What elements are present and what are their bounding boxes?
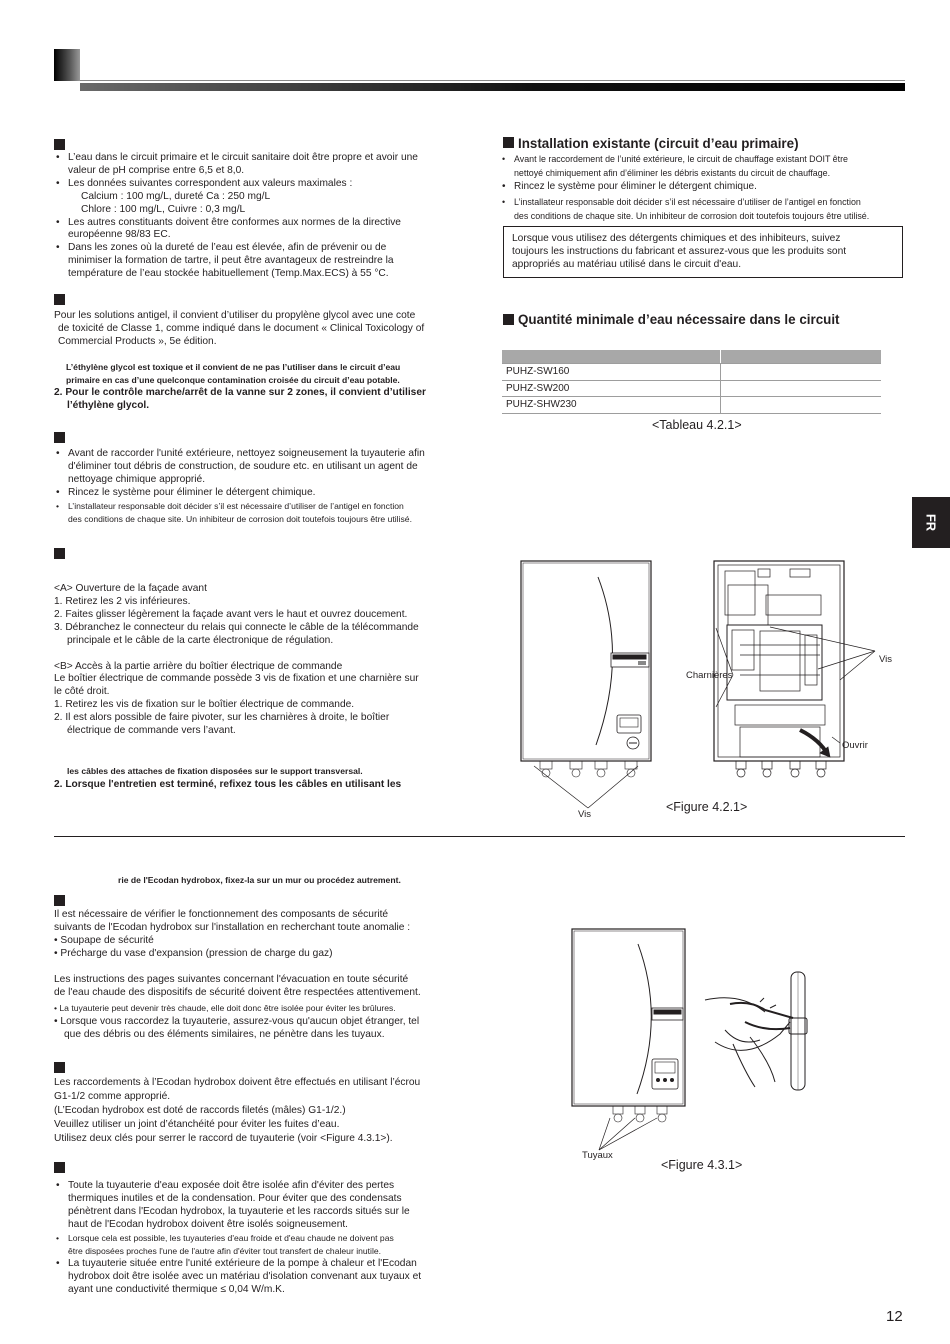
hydrobox-front-illustration xyxy=(521,561,651,808)
section-marker xyxy=(54,1162,65,1173)
insulation-list-2 xyxy=(54,1258,421,1297)
list-item: • L’installateur responsable doit décider s’il est nécessaire d’utiliser de l’antigel en fonction des conditions de chaque site. Un inhibiteur de corrosion doit toutefois toujours être utilisé. xyxy=(500,195,869,223)
label-tuyaux: Tuyaux xyxy=(582,1150,613,1161)
section-marker xyxy=(54,1062,65,1073)
list-item: • Les données suivantes correspondent aux valeurs maximales : Calcium : 100 mg/L, dureté Ca : 250 mg/L Chlore : 100 mg/L, Cuivre : 0,3 mg/L xyxy=(54,178,474,217)
clipped-line: rie de l'Ecodan hydrobox, fixez-la sur un mur ou procédez autrement. xyxy=(118,875,401,885)
section-marker xyxy=(54,139,65,150)
list-item: • L’eau dans le circuit primaire et le circuit sanitaire doit être propre et avoir une valeur de pH comprise entre 6,5 et 8,0. xyxy=(54,152,474,178)
table-header-row xyxy=(502,350,881,364)
label-ouvrir: Ouvrir xyxy=(842,740,868,751)
new-install-small xyxy=(54,500,412,525)
list-item: • Avant le raccordement de l’unité extérieure, le circuit de chauffage existant DOIT être nettoyé chimiquement afin d’éliminer les débris existants du circuit de chauffage. xyxy=(500,152,869,180)
header-rule xyxy=(80,83,905,91)
list-item: • La tuyauterie située entre l'unité extérieure de la pompe à chaleur et l'Ecodan hydrobox doit être isolée avec un matériau d'isolation convenant aux tuyaux et ayant une conductivité thermique ≤ 0,04 W/m.K. xyxy=(54,1258,421,1297)
figure-4-3-1-caption: <Figure 4.3.1> xyxy=(661,1158,743,1172)
label-vis-bottom: Vis xyxy=(578,809,592,820)
table-caption: <Tableau 4.2.1> xyxy=(652,418,742,432)
label-vis-right: Vis xyxy=(879,654,893,665)
note-box: Lorsque vous utilisez des détergents chimiques et des inhibiteurs, suivez toujours les instructions du fabricant et assurez-vous que les produits sont appropriés au matériau utilisé dans le circuit d'eau. xyxy=(503,226,903,278)
min-water-title: Quantité minimale d’eau nécessaire dans le circuit xyxy=(518,312,840,327)
min-water-table xyxy=(502,350,881,414)
access-note-2: 2. Lorsque l'entretien est terminé, refixez tous les câbles en utilisant les xyxy=(54,779,402,790)
list-item: • Avant de raccorder l'unité extérieure, nettoyez soigneusement la tuyauterie afin d'éliminer tout débris de construction, de soudure etc. en utilisant un agent de nettoyage chimique approprié. xyxy=(54,448,425,487)
list-item: • Toute la tuyauterie d'eau exposée doit être isolée afin d'éviter des pertes thermiques inutiles et de la condensation. Pour éviter que des condensats pénètrent dans l'Ecodan hydrobox, la tuyauterie et les raccords situés sur le haut de l'Ecodan hydrobox doivent être isolés soigneusement. xyxy=(54,1180,410,1232)
insulation-small xyxy=(54,1232,394,1257)
antifreeze-para: Pour les solutions antigel, il convient d’utiliser du propylène glycol avec une cote de toxicité de Classe 1, comme indiqué dans le document « Clinical Toxicology of Commercial Products », 5e édition. xyxy=(54,310,425,347)
table-row: PUHZ-SHW230 xyxy=(502,397,881,414)
water-quality-list xyxy=(54,152,474,281)
page-number: 12 xyxy=(886,1308,903,1325)
safety-para: Il est nécessaire de vérifier le fonctionnement des composants de sécurité suivants de l'Ecodan hydrobox sur l'installation en recherchant toute anomalie : • Soupape de sécurité • Précharge du vase d'expansion (pression de charge du gaz) Les instructions des pages suivantes concernant l'évacuation en toute sécurité de l'eau chaude des dispositifs de sécurité doivent être respectées attentivement. xyxy=(54,909,421,998)
antifreeze-numbered: 2. Pour le contrôle marche/arrêt de la vanne sur 2 zones, il convient d’utiliser l’éthylène glycol. xyxy=(54,387,426,411)
wrench-illustration xyxy=(705,972,807,1090)
list-item: • Lorsque cela est possible, les tuyauteries d'eau froide et d'eau chaude ne doivent pas être disposées proches l'une de l'autre afin d'éviter tout transfert de chaleur inutile. xyxy=(54,1232,394,1257)
list-item: • L’installateur responsable doit décider s’il est nécessaire d’utiliser de l’antigel en fonction des conditions de chaque site. Un inhibiteur de corrosion doit toutefois toujours être utilisé. xyxy=(54,500,412,525)
label-charnieres: Charnières xyxy=(686,670,733,681)
language-tab-label: FR xyxy=(923,513,939,532)
figure-4-2-1-caption: <Figure 4.2.1> xyxy=(666,800,748,814)
hydrobox-illustration xyxy=(572,929,685,1150)
list-item: • Les autres constituants doivent être conformes aux normes de la directive européenne 98/83 EC. xyxy=(54,217,474,243)
section-marker xyxy=(54,895,65,906)
safety-bullet: • Lorsque vous raccordez la tuyauterie, assurez-vous qu'aucun objet étranger, tel que des débris ou des éléments similaires, ne pénètre dans les tuyaux. xyxy=(54,1016,420,1040)
section-marker xyxy=(54,294,65,305)
figure-4-3-1 xyxy=(565,922,865,1157)
section-marker xyxy=(503,314,514,325)
access-note: les câbles des attaches de fixation disposées sur le support transversal. xyxy=(67,766,363,776)
table-row: PUHZ-SW160 xyxy=(502,364,881,381)
connections-para: Les raccordements à l’Ecodan hydrobox doivent être effectués en utilisant l’écrou G1-1/2 comme approprié. (L’Ecodan hydrobox est doté de raccords filetés (mâles) G1-1/2.) Veuillez utiliser un joint d’étanchéité pour éviter les fuites d’eau. Utilisez deux clés pour serrer le raccord de tuyauterie (voir <Figure 4.3.1>). xyxy=(54,1077,421,1144)
header-rule-thin xyxy=(80,80,905,81)
list-item: • Rincez le système pour éliminer le détergent chimique. xyxy=(54,487,425,500)
antifreeze-warning: L’éthylène glycol est toxique et il convient de ne pas l’utiliser dans le circuit d’eau primaire en cas d’une quelconque contamination croisée du circuit d’eau potable. xyxy=(66,362,401,385)
section-marker xyxy=(503,137,514,148)
access-section: <A> Ouverture de la façade avant 1. Retirez les 2 vis inférieures. 2. Faites glisser légèrement la façade avant vers le haut et ouvrez doucement. 3. Débranchez le connecteur du relais qui connecte le câble de la télécommande principale et le câble de la carte électronique de régulation. <B> Accès à la partie arrière du boîtier électrique de commande Le boîtier électrique de commande possède 3 vis de fixation et une charnière sur le côté droit. 1. Retirez les vis de fixation sur le boîtier électrique de commande. 2. Il est alors possible de faire pivoter, sur les charnières à droite, le boîtier électrique de commande vers l’avant. xyxy=(54,583,419,737)
section-marker xyxy=(54,548,65,559)
list-item: • Rincez le système pour éliminer le détergent chimique. xyxy=(500,180,869,194)
section-marker xyxy=(54,432,65,443)
new-install-list xyxy=(54,448,425,500)
existing-install-title: Installation existante (circuit d’eau primaire) xyxy=(518,136,799,151)
existing-install-list xyxy=(500,152,869,223)
safety-small: • La tuyauterie peut devenir très chaude, elle doit donc être isolée pour éviter les brûlures. xyxy=(54,1003,396,1013)
header-gradient-block xyxy=(54,49,80,81)
section-divider xyxy=(54,836,905,837)
list-item: • Dans les zones où la dureté de l’eau est élevée, afin de prévenir ou de minimiser la formation de tartre, il peut être avantageux de restreindre la température de l’eau stockée habituellement (Temp.Max.ECS) à 55 °C. xyxy=(54,242,474,281)
insulation-list xyxy=(54,1180,410,1232)
table-row: PUHZ-SW200 xyxy=(502,380,881,397)
figure-4-2-1 xyxy=(500,555,900,830)
